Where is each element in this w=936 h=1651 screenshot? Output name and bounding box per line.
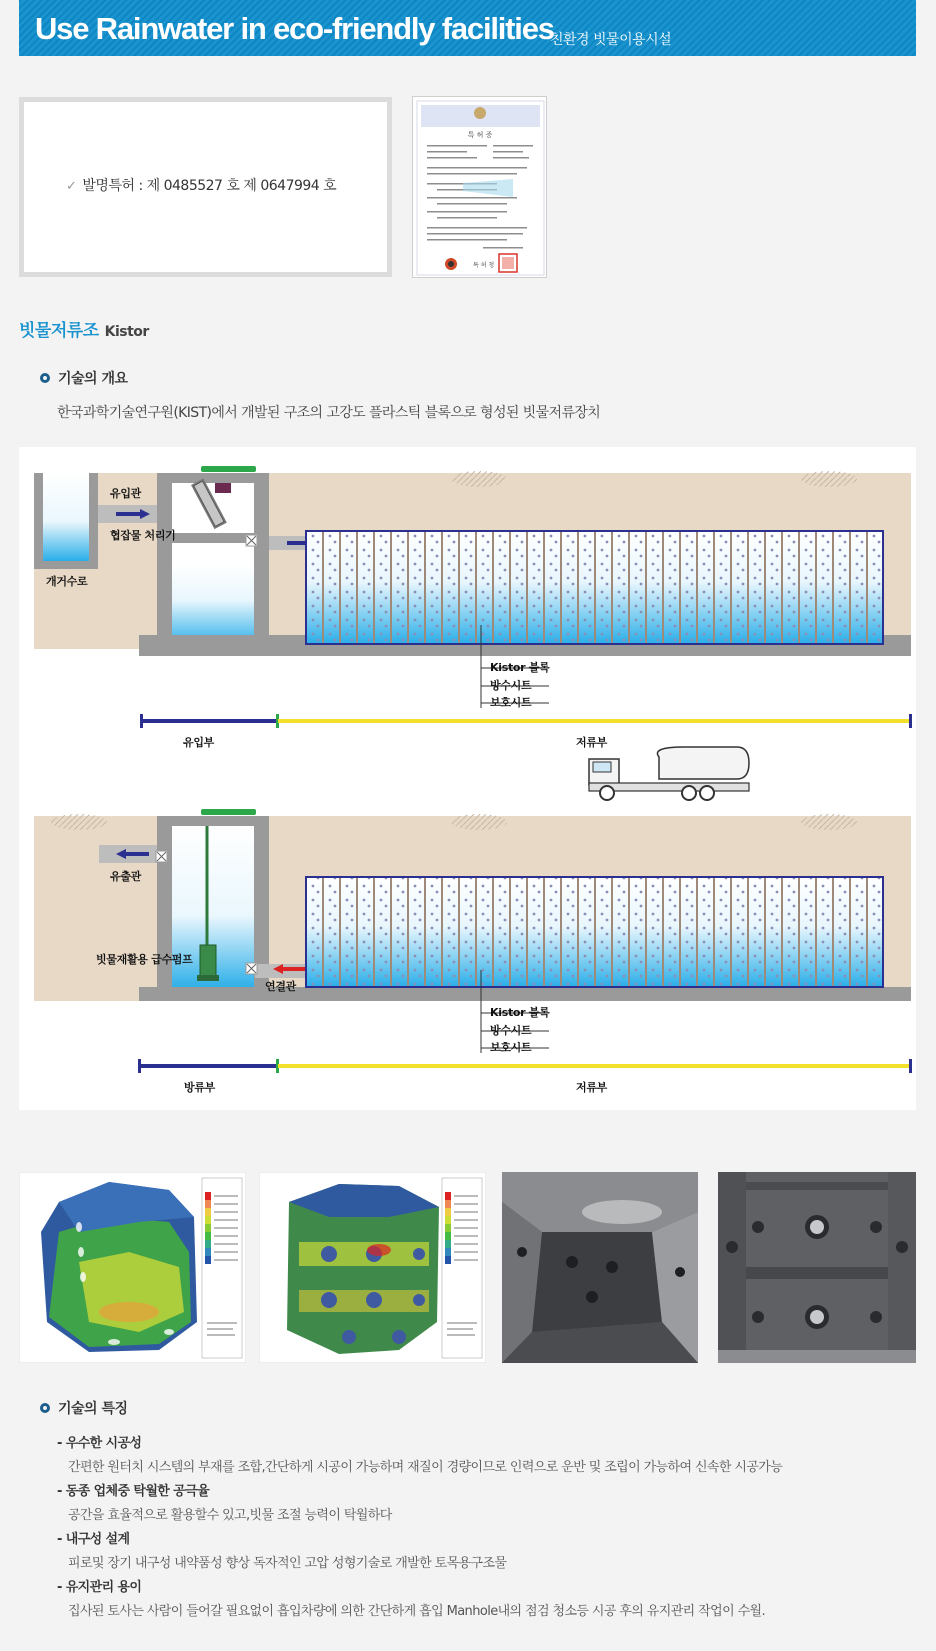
label-waterproof-sheet-bottom: 방수시트: [490, 1024, 532, 1037]
title-banner: [19, 0, 916, 56]
section-title-en: Kistor: [104, 324, 149, 340]
patent-box: [19, 97, 392, 277]
page-title: Use Rainwater in eco-friendly facilities: [35, 11, 554, 46]
label-inflow-pipe: 유입관: [110, 487, 141, 500]
label-protection-sheet-top: 보호시트: [490, 696, 532, 709]
block-interior-photo: [502, 1172, 698, 1363]
feature-title-2: - 동종 업체중 탁월한 공극율: [57, 1484, 210, 1499]
bullet-icon: [40, 373, 50, 383]
feature-title-3: - 내구성 설계: [57, 1532, 130, 1547]
overview-heading-text: 기술의 개요: [58, 371, 128, 387]
label-discharge-zone: 방류부: [184, 1081, 215, 1094]
label-protection-sheet-bottom: 보호시트: [490, 1041, 532, 1054]
feature-title-4: - 유지관리 용이: [57, 1580, 142, 1595]
cert-title: 특 허 증: [467, 131, 493, 139]
label-connect-pipe: 연결관: [265, 980, 296, 993]
patent-certificate-image: [412, 96, 547, 278]
feature-desc-2: 공간을 효율적으로 활용할수 있고,빗물 조절 능력이 탁월하다: [68, 1508, 392, 1523]
rainwater-storage-diagram: [19, 447, 916, 1110]
overview-text: 한국과학기술연구원(KIST)에서 개발된 구조의 고강도 플라스틱 블록으로 형성된 빗물저류장치: [57, 405, 601, 421]
label-screen: 협잡물 처리기: [110, 529, 176, 542]
stress-analysis-image-2: [259, 1172, 486, 1363]
feature-desc-1: 간편한 원터치 시스템의 부재를 조합,간단하게 시공이 가능하며 재질이 경량이므로 인력으로 운반 및 조립이 가능하여 신속한 시공가능: [68, 1460, 783, 1475]
stress-analysis-image-1: [19, 1172, 246, 1363]
feature-desc-4: 집사된 토사는 사람이 들어갈 필요없이 흡입차량에 의한 간단하게 흡입 Manhole내의 점검 청소등 시공 후의 유지관리 작업이 수월.: [68, 1604, 766, 1619]
section-title: [19, 316, 149, 341]
bullet-icon: [40, 1403, 50, 1413]
label-waterproof-sheet-top: 방수시트: [490, 679, 532, 692]
label-outflow-pipe: 유출관: [110, 870, 141, 883]
label-kistor-block-top: Kistor 블록: [490, 661, 550, 674]
label-kistor-block-bottom: Kistor 블록: [490, 1006, 550, 1019]
cert-issuer: 특 허 청: [473, 262, 495, 269]
label-channel: 개거수로: [46, 575, 88, 588]
feature-desc-3: 피로및 장기 내구성 내약품성 향상 독자적인 고압 성형기술로 개발한 토목용구조물: [68, 1556, 507, 1571]
page-subtitle: 친환경 빗물이용시설: [550, 32, 672, 48]
patent-info: [66, 175, 336, 195]
check-icon: ✓: [66, 179, 77, 194]
overview-heading: [40, 368, 128, 388]
features-heading: [40, 1398, 128, 1418]
label-inflow-zone: 유입부: [183, 736, 214, 749]
section-title-ko: 빗물저류조: [19, 321, 99, 341]
label-storage-zone-bottom: 저류부: [576, 1081, 607, 1094]
block-exterior-photo: [718, 1172, 916, 1363]
label-pump: 빗물재활용 급수펌프: [96, 953, 193, 966]
diagram-drawing: [19, 447, 916, 1110]
label-storage-zone-top: 저류부: [576, 736, 607, 749]
features-heading-text: 기술의 특징: [58, 1401, 128, 1417]
patent-text: 발명특허 : 제 0485527 호 제 0647994 호: [82, 178, 337, 194]
feature-title-1: - 우수한 시공성: [57, 1436, 142, 1451]
